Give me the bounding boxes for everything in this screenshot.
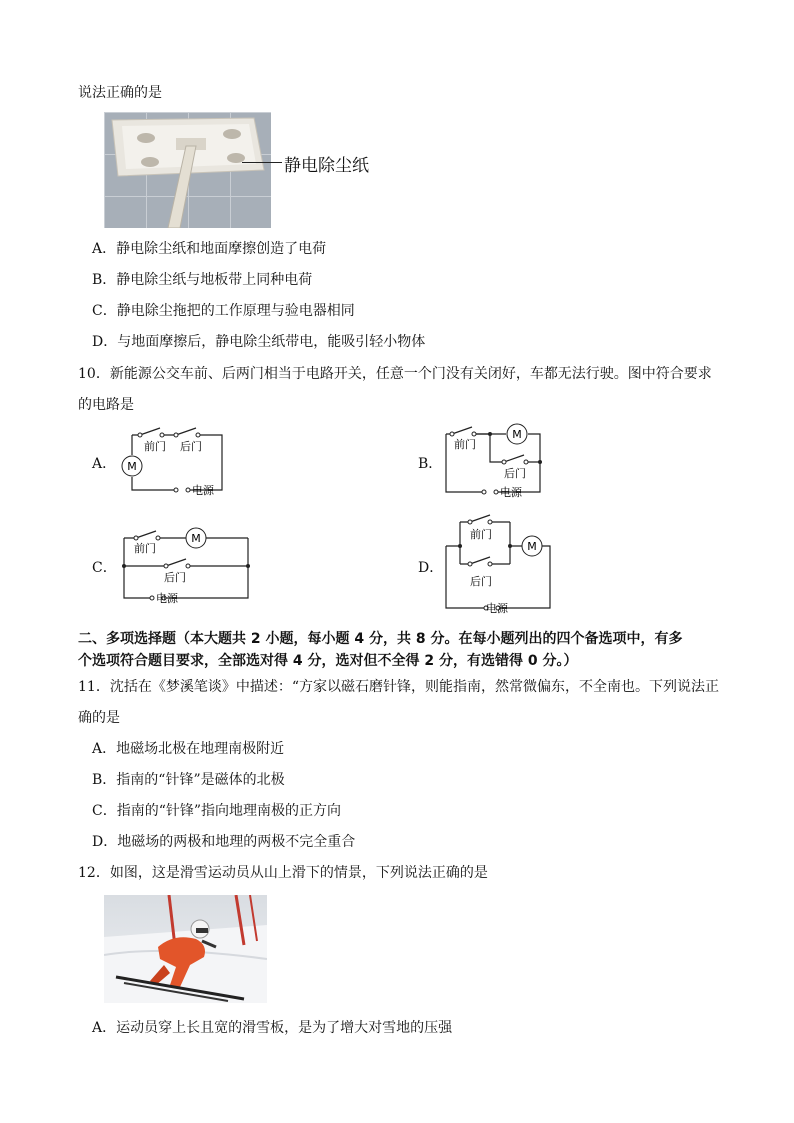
power-label: 电源 xyxy=(156,592,178,605)
circuit-b-label: B． xyxy=(418,456,443,472)
q11-option-d: D．地磁场的两极和地理的两极不完全重合 xyxy=(92,834,356,850)
q10-stem-line1: 10．新能源公交车前、后两门相当于电路开关，任意一个门没有关闭好，车都无法行驶。图中符合要求 xyxy=(78,366,712,382)
section2-heading-line1: 二、多项选择题（本大题共 2 小题，每小题 4 分，共 8 分。在每小题列出的四个备选项中，有多 xyxy=(78,631,683,647)
q9-option-d: D．与地面摩擦后，静电除尘纸带电，能吸引轻小物体 xyxy=(92,334,426,350)
motor-icon: M xyxy=(512,428,522,441)
power-label: 电源 xyxy=(486,602,508,615)
q11-option-a: A．地磁场北极在地理南极附近 xyxy=(92,741,285,757)
front-door-label: 前门 xyxy=(470,528,492,541)
front-door-label: 前门 xyxy=(134,542,156,555)
q11-stem-line2: 确的是 xyxy=(78,710,120,726)
q9-stem-tail: 说法正确的是 xyxy=(78,85,162,101)
power-label: 电源 xyxy=(192,484,214,497)
front-door-label: 前门 xyxy=(454,438,476,451)
label-leader-line xyxy=(242,162,282,163)
q11-option-c: C．指南的“针锋”指向地理南极的正方向 xyxy=(92,803,342,819)
motor-icon: M xyxy=(527,540,537,553)
power-label: 电源 xyxy=(500,486,522,499)
rear-door-label: 后门 xyxy=(470,575,492,588)
q12-option-a: A．运动员穿上长且宽的滑雪板，是为了增大对雪地的压强 xyxy=(92,1020,453,1036)
circuit-a-label: A． xyxy=(92,456,117,472)
q9-option-c: C．静电除尘拖把的工作原理与验电器相同 xyxy=(92,303,355,319)
motor-icon: M xyxy=(127,460,137,473)
circuit-c-label: C． xyxy=(92,560,117,576)
mop-photo xyxy=(104,112,271,228)
circuit-a-diagram xyxy=(118,425,228,497)
circuit-c-diagram xyxy=(118,526,253,606)
motor-icon: M xyxy=(191,532,201,545)
q11-stem-line1: 11．沈括在《梦溪笔谈》中描述：“方家以磁石磨针锋，则能指南，然常微偏东，不全南也。下列说法正 xyxy=(78,679,719,695)
q12-stem: 12．如图，这是滑雪运动员从山上滑下的情景，下列说法正确的是 xyxy=(78,865,488,881)
q11-option-b: B．指南的“针锋”是磁体的北极 xyxy=(92,772,285,788)
q10-stem-line2: 的电路是 xyxy=(78,397,134,413)
rear-door-label: 后门 xyxy=(504,467,526,480)
q9-option-a: A．静电除尘纸和地面摩擦创造了电荷 xyxy=(92,241,327,257)
section2-heading-line2: 个选项符合题目要求，全部选对得 4 分，选对但不全得 2 分，有选错得 0 分。） xyxy=(78,653,578,669)
rear-door-label: 后门 xyxy=(164,571,186,584)
front-door-label: 前门 xyxy=(144,440,166,453)
skier-photo xyxy=(104,895,267,1003)
rear-door-label: 后门 xyxy=(180,440,202,453)
circuit-d-label: D． xyxy=(418,560,444,576)
q9-option-b: B．静电除尘纸与地板带上同种电荷 xyxy=(92,272,313,288)
circuit-d-diagram xyxy=(440,508,560,618)
photo-label: 静电除尘纸 xyxy=(284,156,369,176)
circuit-b-diagram xyxy=(440,420,550,500)
